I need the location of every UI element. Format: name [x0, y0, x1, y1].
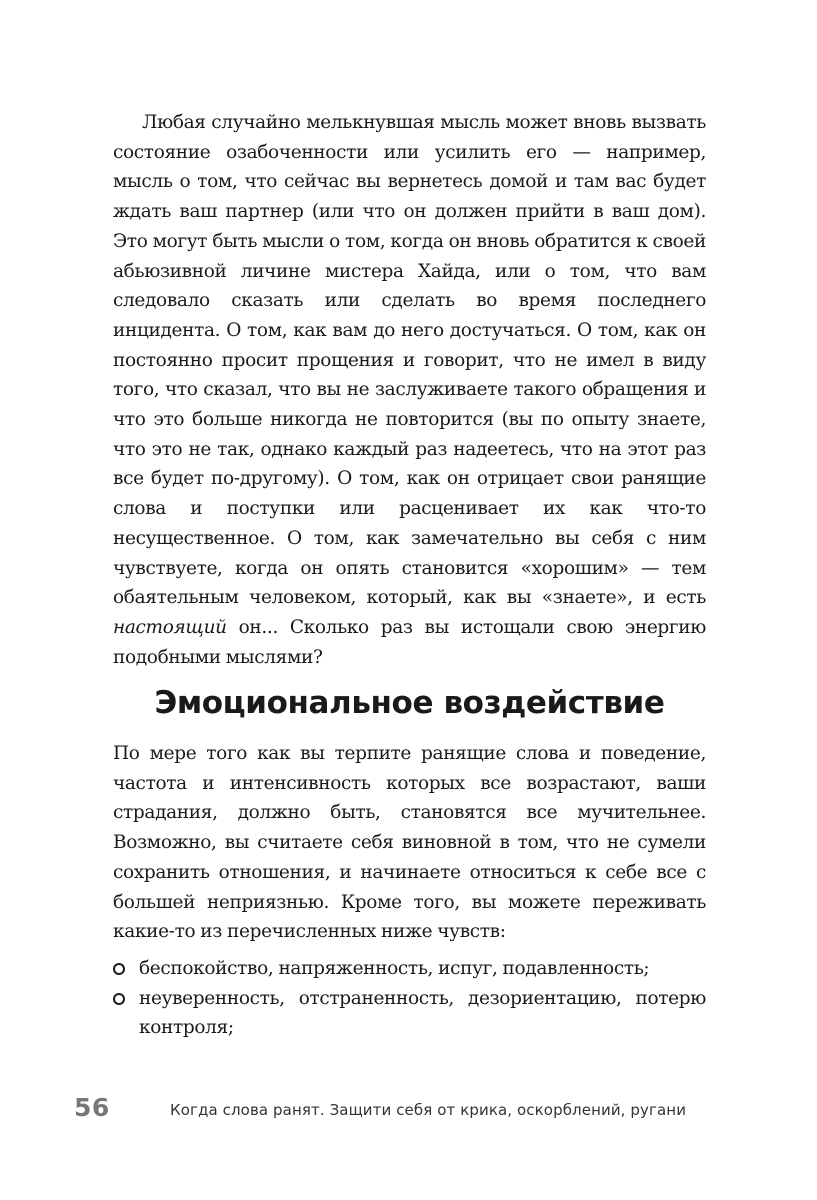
list-item-text: неуверенность, отстраненность, дезориентацию, потерю контроля; — [139, 987, 706, 1039]
running-title: Когда слова ранят. Защити себя от крика, оскорблений, ругани — [170, 1101, 687, 1119]
paragraph-1-text — [113, 108, 706, 672]
section-heading: Эмоциональное воздействие — [154, 685, 665, 721]
feelings-bullet-list — [113, 954, 706, 1043]
list-item-text: беспокойство, напряженность, испуг, подавленность; — [139, 958, 650, 979]
list-item — [113, 954, 706, 984]
page-number: 56 — [74, 1093, 110, 1122]
paragraph-1-text-end: он... Сколько раз вы истощали свою энергию подобными мыслями? — [113, 616, 706, 668]
emphasized-word: настоящий — [113, 616, 227, 638]
body-paragraph-1 — [113, 108, 706, 672]
bullet-circle-icon — [113, 993, 125, 1005]
body-paragraph-2 — [113, 739, 706, 947]
page-footer — [74, 1093, 687, 1129]
paragraph-1-text-start: Любая случайно мелькнувшая мысль может вновь вызвать состояние озабоченности или усилить его — например, мысль о том, что сейчас вы вернетесь домой и там вас будет ждать ваш партнер (или что он должен прийти в ваш дом). Это могут быть мысли о том, когда он вновь обратится к своей абьюзивной личине мистера Хайда, или о том, что вам следовало сказать или сделать во время последнего инцидента. О том, как вам до него достучаться. О том, как он постоянно просит прощения и говорит, что не имел в виду того, что сказал, что вы не заслуживаете такого обращения и что это больше никогда не повторится (вы по опыту знаете, что это не так, однако каждый раз надеетесь, что на этот раз все будет по-другому). О том, как он отрицает свои ранящие слова и поступки или расценивает их как что-то несущественное. О том, как замечательно вы себя с ним чувствуете, когда он опять становится «хорошим» — тем обаятельным человеком, который, как вы «знаете», и есть — [113, 112, 706, 609]
paragraph-2-text: По мере того как вы терпите ранящие слова и поведение, частота и интенсивность которых все возрастают, ваши страдания, должно быть, становятся все мучительнее. Возможно, вы считаете себя виновной в том, что не сумели сохранить отношения, и начинаете относиться к себе все с большей неприязнью. Кроме того, вы можете переживать какие-то из перечисленных ниже чувств: — [113, 743, 706, 943]
bullet-circle-icon — [113, 963, 125, 975]
list-item — [113, 984, 706, 1043]
